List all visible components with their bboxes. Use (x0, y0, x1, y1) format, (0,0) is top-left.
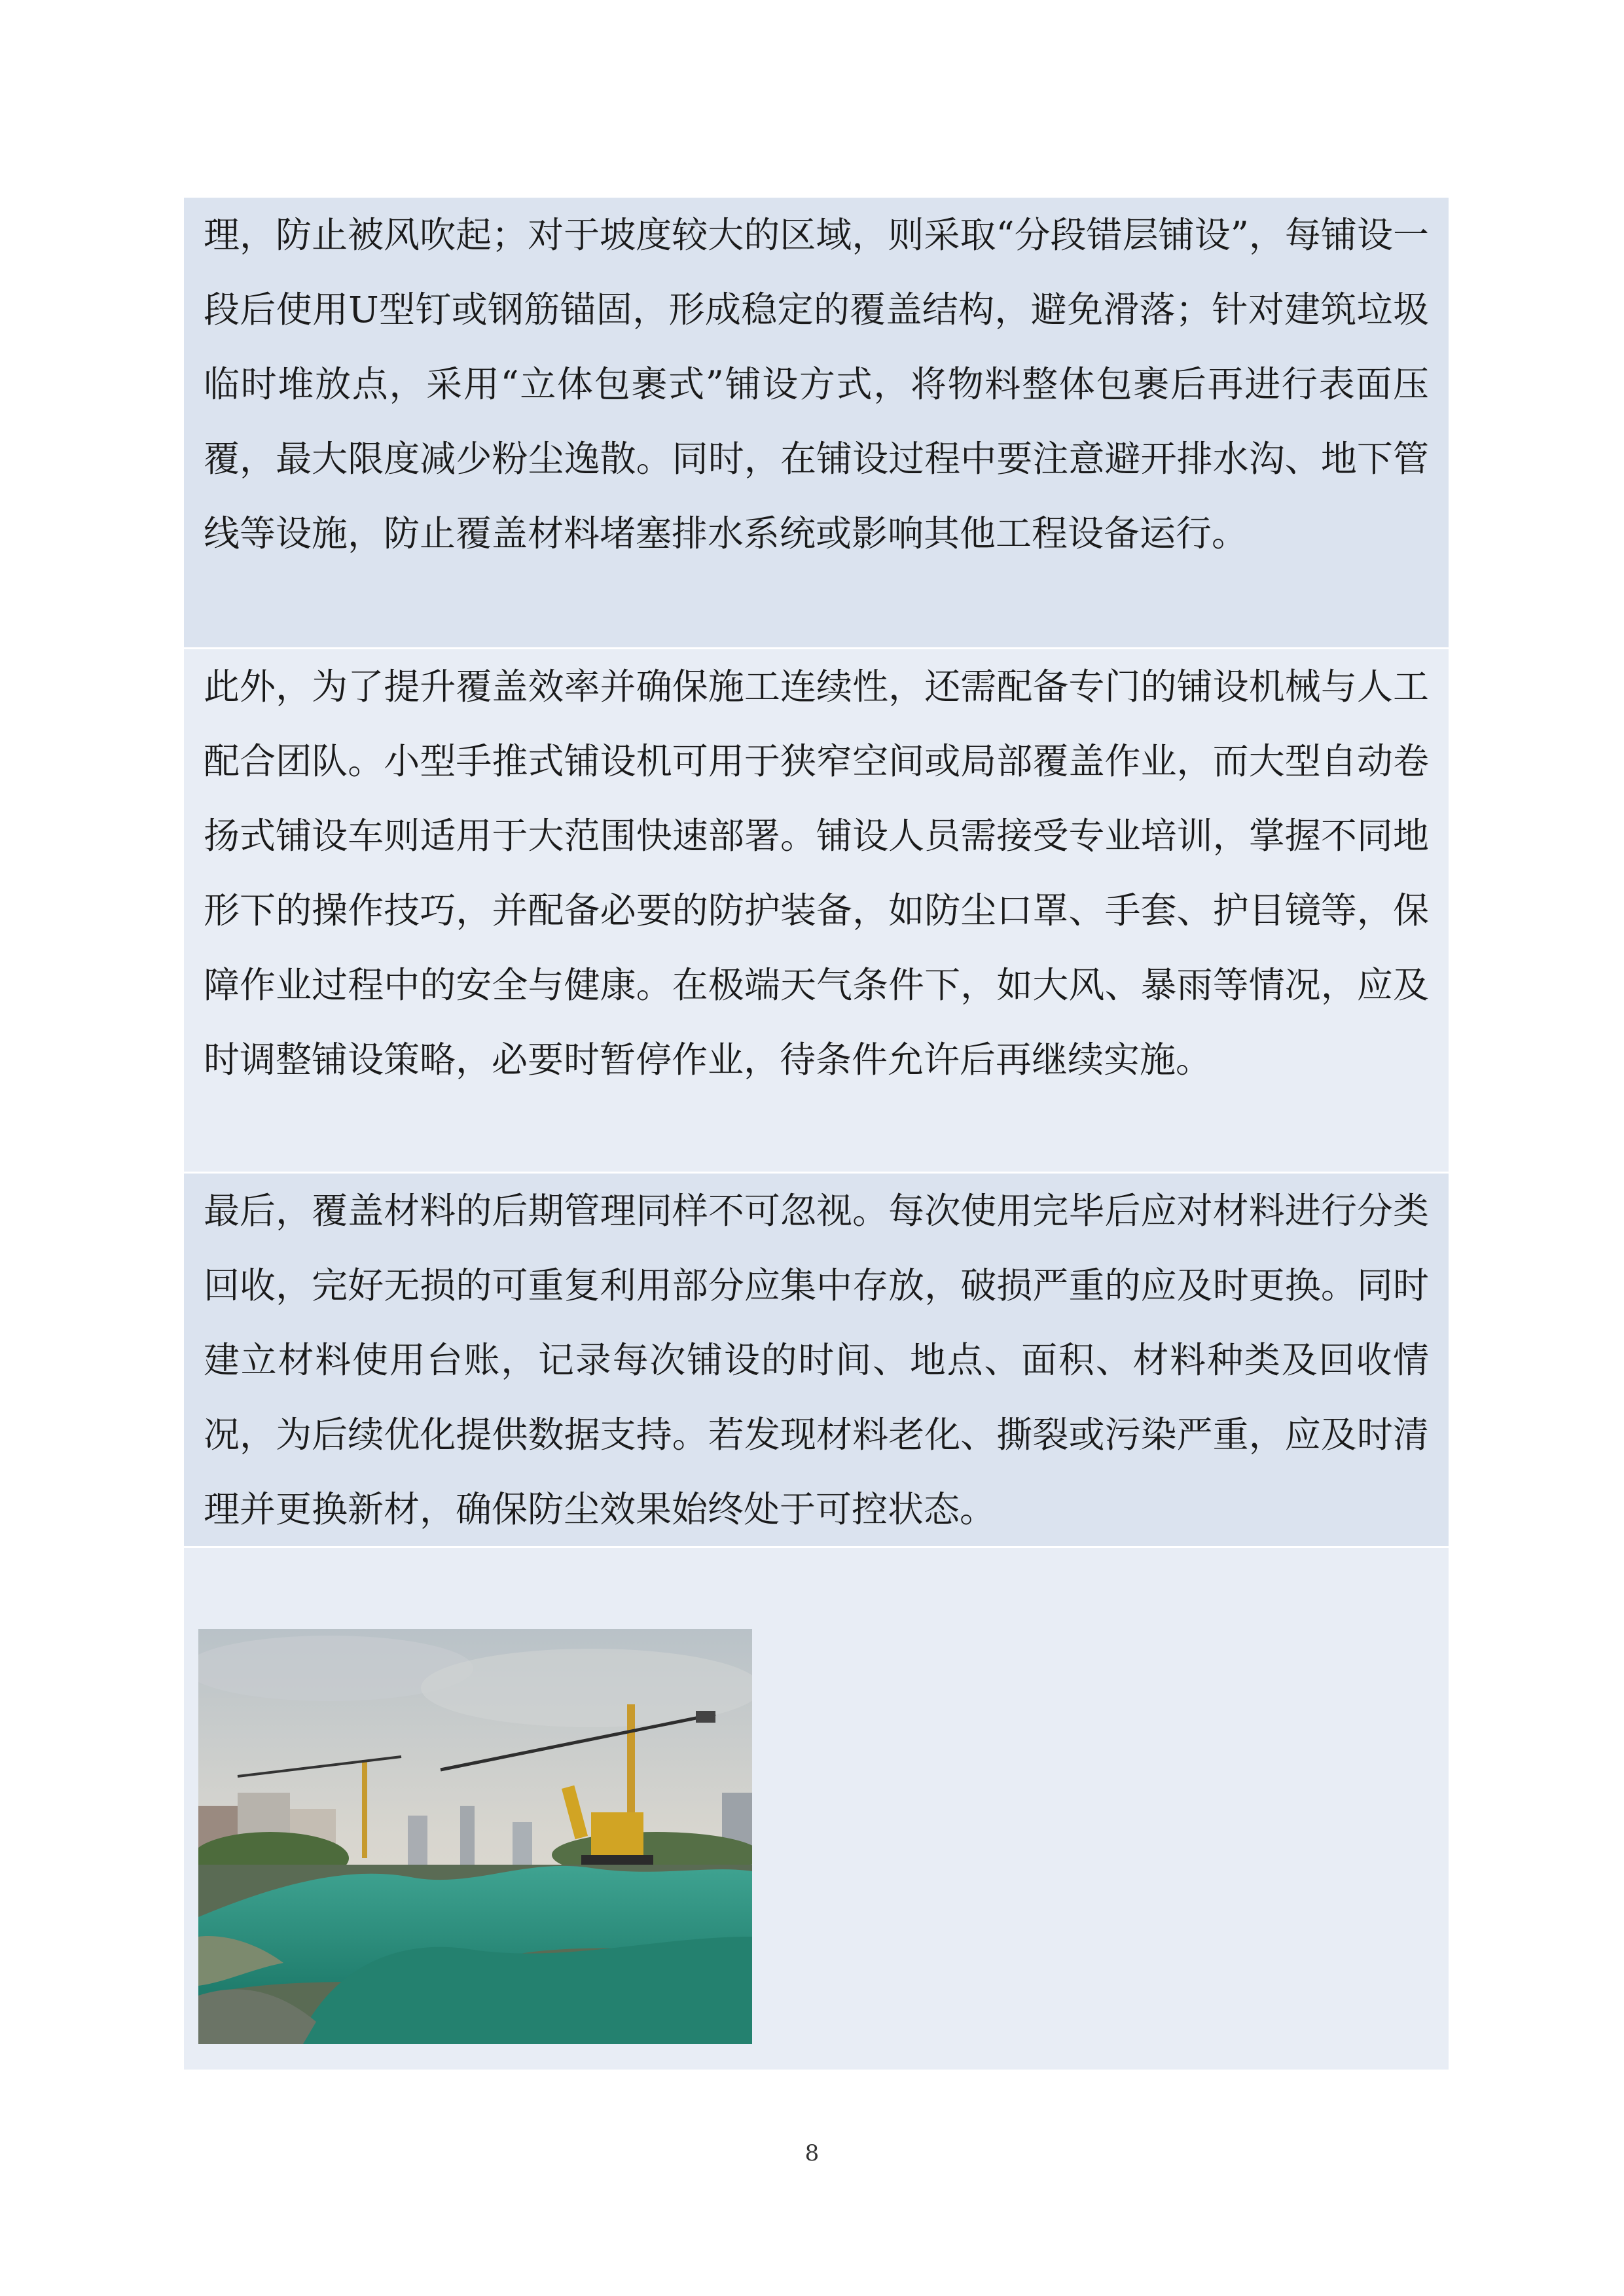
construction-site-photo (198, 1629, 752, 2044)
paragraph-block-1 (184, 198, 1449, 647)
paragraph-2: 此外，为了提升覆盖效率并确保施工连续性，还需配备专门的铺设机械与人工配合团队。小型手推式铺设机可用于狭窄空间或局部覆盖作业，而大型自动卷扬式铺设车则适用于大范围快速部署。铺设人员需接受专业培训，掌握不同地形下的操作技巧，并配备必要的防护装备，如防尘口罩、手套、护目镜等，保障作业过程中的安全与健康。在极端天气条件下，如大风、暴雨等情况，应及时调整铺设策略，必要时暂停作业，待条件允许后再继续实施。 (204, 666, 1429, 1081)
paragraph-1: 理，防止被风吹起；对于坡度较大的区域，则采取“分段错层铺设”，每铺设一段后使用U型钉或钢筋锚固，形成稳定的覆盖结构，避免滑落；针对建筑垃圾临时堆放点，采用“立体包裹式”铺设方式，将物料整体包裹后再进行表面压覆，最大限度减少粉尘逸散。同时，在铺设过程中要注意避开排水沟、地下管线等设施，防止覆盖材料堵塞排水系统或影响其他工程设备运行。 (204, 214, 1429, 554)
paragraph-block-2 (184, 649, 1449, 1172)
page-number: 8 (804, 2140, 820, 2166)
paragraph-3: 最后，覆盖材料的后期管理同样不可忽视。每次使用完毕后应对材料进行分类回收，完好无损的可重复利用部分应集中存放，破损严重的应及时更换。同时建立材料使用台账，记录每次铺设的时间、地点、面积、材料种类及回收情况，为后续优化提供数据支持。若发现材料老化、撕裂或污染严重，应及时清理并更换新材，确保防尘效果始终处于可控状态。 (204, 1190, 1429, 1530)
paragraph-block-3 (184, 1174, 1449, 1546)
